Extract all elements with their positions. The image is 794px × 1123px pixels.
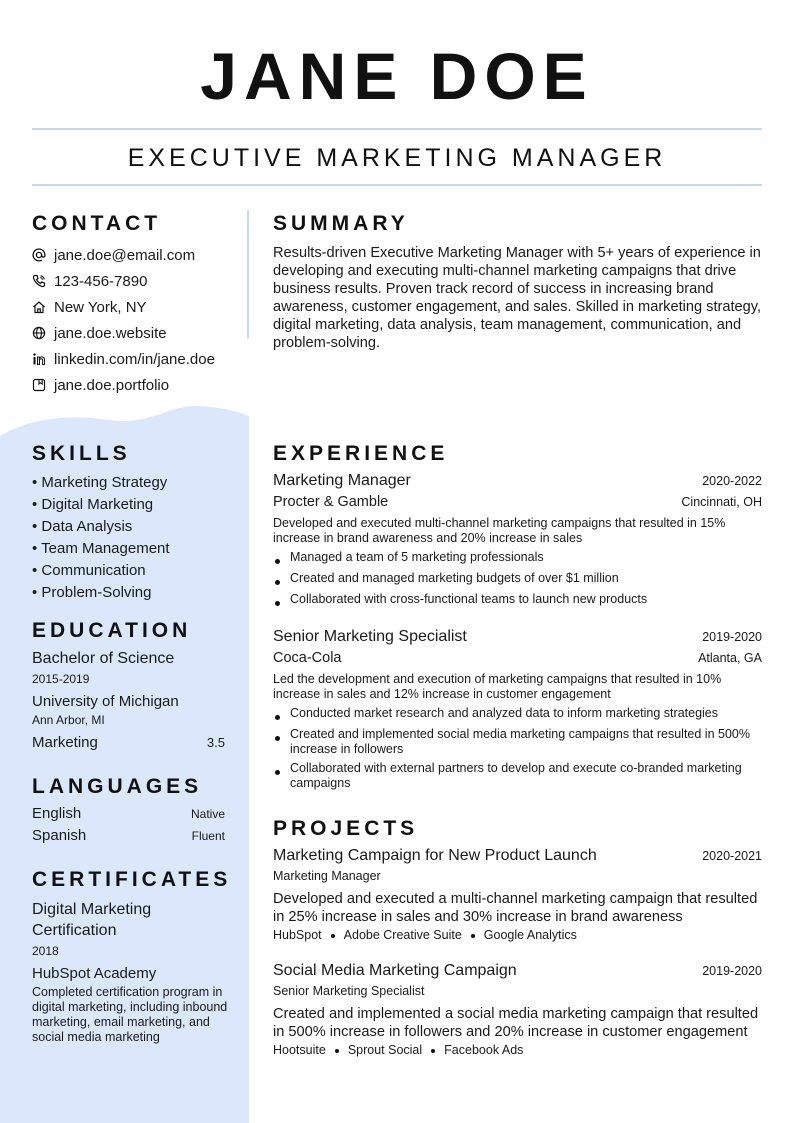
project-description: Developed and executed a multi-channel marketing campaign that resulted in 25% increase in sales and 30% increase in brand awareness <box>273 891 758 925</box>
education-school: University of Michigan <box>32 693 179 710</box>
skill-item: • Communication <box>32 562 146 579</box>
language-item: Spanish Fluent <box>32 827 225 844</box>
certificate-entry <box>32 899 232 1045</box>
summary-text: Results-driven Executive Marketing Manager with 5+ years of experience in developing and executing multi-channel marketing campaigns that drive business results. Proven track record of success in increasing brand awareness, customer engagement, and sales. Skilled in marketing strategy, digital marketing, data analysis, team management, communication, and problem-solving. <box>273 245 762 351</box>
contact-location-text: New York, NY <box>54 298 147 316</box>
certificate-year: 2018 <box>32 944 59 958</box>
project-tag: HubSpot <box>273 928 322 942</box>
languages-heading: LANGUAGES <box>32 775 203 798</box>
contact-website[interactable] <box>32 320 242 346</box>
project-tag: Sprout Social <box>347 1043 423 1057</box>
education-field: Marketing <box>32 734 98 751</box>
project-title: Marketing Campaign for New Product Launch <box>273 847 597 864</box>
job-bullet: Created and implemented social media marketing campaigns that resulted in 500% increase in followers <box>273 727 762 757</box>
job-bullet: Managed a team of 5 marketing professionals <box>273 550 762 565</box>
skill-item: • Team Management <box>32 540 170 557</box>
job-bullet: Created and managed marketing budgets of over $1 million <box>273 571 762 586</box>
job-company: Coca-Cola <box>273 650 342 666</box>
skill-item: • Data Analysis <box>32 518 133 535</box>
at-icon <box>32 248 46 262</box>
candidate-name: JANE DOE <box>200 39 594 113</box>
globe-icon <box>32 326 46 340</box>
project-entry <box>273 847 762 942</box>
experience-job <box>273 472 762 607</box>
language-item: English Native <box>32 805 225 822</box>
education-years: 2015-2019 <box>32 672 90 686</box>
experience-heading: EXPERIENCE <box>273 442 449 465</box>
job-location: Cincinnati, OH <box>681 495 762 509</box>
job-location: Atlanta, GA <box>698 651 762 665</box>
certificate-issuer: HubSpot Academy <box>32 965 157 982</box>
contact-portfolio-text: jane.doe.portfolio <box>54 376 170 394</box>
education-location: Ann Arbor, MI <box>32 713 105 727</box>
certificates-heading: CERTIFICATES <box>32 868 232 891</box>
projects-heading: PROJECTS <box>273 817 419 840</box>
project-tag: Google Analytics <box>483 928 577 942</box>
certificate-title: Digital Marketing Certification <box>32 901 152 939</box>
project-tag: Facebook Ads <box>444 1043 524 1057</box>
contact-list <box>32 242 242 398</box>
project-role: Senior Marketing Specialist <box>273 984 425 998</box>
certificate-description: Completed certification program in digital marketing, including inbound marketing, email marketing, and social media marketing <box>32 985 228 1044</box>
phone-icon <box>32 274 46 288</box>
contact-website-text: jane.doe.website <box>54 324 167 342</box>
contact-heading: CONTACT <box>32 212 162 235</box>
project-tag: Adobe Creative Suite <box>343 928 462 942</box>
project-description: Created and implemented a social media marketing campaign that resulted in 500% increase in followers and 20% increase in customer engagement <box>273 1006 759 1040</box>
project-dates: 2019-2020 <box>702 964 762 978</box>
skills-heading: SKILLS <box>32 442 131 465</box>
job-dates: 2020-2022 <box>702 474 762 488</box>
home-icon <box>32 300 46 314</box>
project-role: Marketing Manager <box>273 869 381 883</box>
education-gpa: 3.5 <box>206 735 225 750</box>
skills-list <box>32 472 237 604</box>
education-degree: Bachelor of Science <box>32 650 175 667</box>
project-tag: Hootsuite <box>273 1043 326 1057</box>
job-bullet: Conducted market research and analyzed data to inform marketing strategies <box>273 706 762 721</box>
job-description: Developed and executed multi-channel marketing campaigns that resulted in 15% increase in brand awareness and 20% increase in sales <box>273 516 726 545</box>
column-divider <box>247 210 249 338</box>
contact-email-text: jane.doe@email.com <box>54 246 196 264</box>
header-divider-bottom <box>32 184 762 186</box>
contact-linkedin[interactable] <box>32 346 242 372</box>
linkedin-icon <box>32 352 46 366</box>
project-title: Social Media Marketing Campaign <box>273 962 517 979</box>
job-company: Procter & Gamble <box>273 494 389 510</box>
contact-linkedin-text: linkedin.com/in/jane.doe <box>54 350 215 368</box>
education-heading: EDUCATION <box>32 619 192 642</box>
summary-heading: SUMMARY <box>273 212 409 235</box>
project-dates: 2020-2021 <box>702 849 762 863</box>
contact-phone[interactable] <box>32 268 242 294</box>
education-entry <box>32 650 225 751</box>
languages-list <box>32 805 225 849</box>
job-bullet: Collaborated with cross-functional teams to launch new products <box>273 592 762 607</box>
skill-item: • Digital Marketing <box>32 496 154 513</box>
job-title: EXECUTIVE MARKETING MANAGER <box>127 144 667 172</box>
contact-portfolio[interactable] <box>32 372 242 398</box>
project-tags <box>273 1043 762 1057</box>
skill-item: • Problem-Solving <box>32 584 152 601</box>
project-tags <box>273 928 762 942</box>
project-entry <box>273 962 762 1057</box>
job-bullet: Collaborated with external partners to develop and execute co-branded marketing campaigns <box>273 761 762 791</box>
contact-email[interactable] <box>32 242 242 268</box>
skill-item: • Marketing Strategy <box>32 474 168 491</box>
job-role: Marketing Manager <box>273 472 411 489</box>
portfolio-icon <box>32 378 46 392</box>
job-role: Senior Marketing Specialist <box>273 628 467 645</box>
header-divider-top <box>32 128 762 130</box>
contact-location <box>32 294 242 320</box>
job-description: Led the development and execution of marketing campaigns that resulted in 10% increase in sales and 12% increase in customer engagement <box>273 672 722 701</box>
job-dates: 2019-2020 <box>702 630 762 644</box>
experience-job <box>273 628 762 791</box>
contact-phone-text: 123-456-7890 <box>54 272 148 290</box>
